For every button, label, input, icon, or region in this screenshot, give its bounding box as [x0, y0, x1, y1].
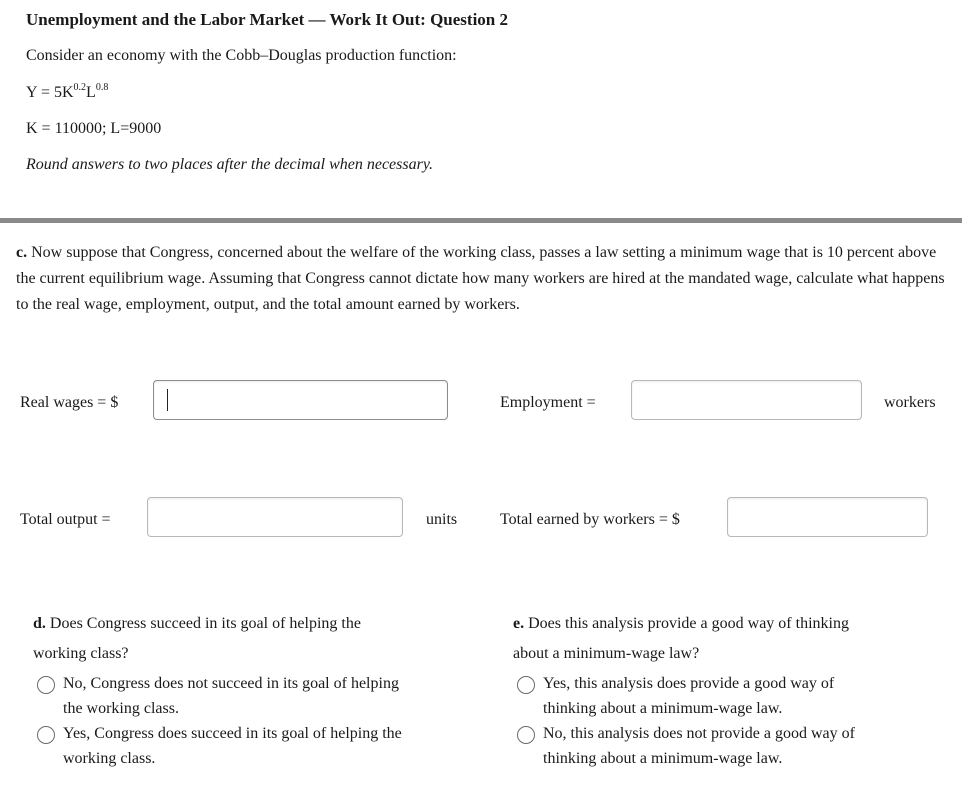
formula-prefix: Y = 5K	[26, 84, 74, 101]
page-title: Unemployment and the Labor Market — Work It Out: Question 2	[26, 10, 509, 29]
radio-button[interactable]	[517, 726, 535, 744]
production-function	[26, 84, 108, 102]
rounding-note: Round answers to two places after the decimal when necessary.	[26, 156, 434, 173]
part-d-option-no-label[interactable]	[63, 671, 399, 721]
part-c-question	[16, 240, 951, 318]
option-line1: No, Congress does not succeed in its goal of helping	[63, 675, 399, 692]
employment-unit: workers	[884, 394, 936, 411]
total-output-input[interactable]	[147, 497, 403, 537]
part-d-question-line1: Does Congress succeed in its goal of helping the	[45, 615, 361, 632]
option-line2: thinking about a minimum-wage law.	[543, 700, 783, 717]
total-output-label: Total output =	[20, 511, 111, 528]
formula-l: L	[86, 84, 96, 101]
given-values: K = 110000; L=9000	[26, 120, 162, 137]
part-e-option-no-label[interactable]	[543, 721, 855, 771]
part-e-question-line2: about a minimum-wage law?	[513, 645, 700, 662]
part-d-option-yes-label[interactable]	[63, 721, 402, 771]
part-e-label: e.	[513, 615, 525, 632]
total-earned-label: Total earned by workers = $	[500, 511, 680, 528]
total-output-unit: units	[426, 511, 458, 528]
employment-input[interactable]	[631, 380, 862, 420]
radio-button[interactable]	[517, 676, 535, 694]
intro-text: Consider an economy with the Cobb–Douglas production function:	[26, 47, 457, 64]
employment-label: Employment =	[500, 394, 596, 411]
radio-button[interactable]	[37, 726, 55, 744]
part-d-question-line2: working class?	[33, 645, 129, 662]
part-d-label: d.	[33, 615, 46, 632]
option-line1: No, this analysis does not provide a good way of	[543, 725, 855, 742]
radio-button[interactable]	[37, 676, 55, 694]
part-c-text: Now suppose that Congress, concerned about the welfare of the working class, passes a law setting a minimum wage that is 10 percent above the current equilibrium wage. Assuming that Congress cannot dictate how many workers are hired at the mandated wage, calculate what happens to the real wage, employment, output, and the total amount earned by workers.	[16, 244, 945, 313]
option-line2: working class.	[63, 750, 156, 767]
part-e-question-line1: Does this analysis provide a good way of thinking	[524, 615, 849, 632]
part-e-option-yes-label[interactable]	[543, 671, 834, 721]
part-e-question	[513, 609, 849, 669]
total-earned-input[interactable]	[727, 497, 928, 537]
text-cursor	[167, 389, 168, 411]
option-line1: Yes, this analysis does provide a good way of	[543, 675, 835, 692]
formula-exponent-k: 0.2	[73, 82, 87, 93]
part-c-label: c.	[16, 244, 28, 261]
part-d-question	[33, 609, 361, 669]
real-wages-label: Real wages = $	[20, 394, 119, 411]
section-divider	[0, 218, 962, 223]
real-wages-input[interactable]	[153, 380, 448, 420]
option-line2: the working class.	[63, 700, 179, 717]
formula-exponent-l: 0.8	[95, 82, 109, 93]
option-line2: thinking about a minimum-wage law.	[543, 750, 783, 767]
option-line1: Yes, Congress does succeed in its goal of helping the	[63, 725, 402, 742]
